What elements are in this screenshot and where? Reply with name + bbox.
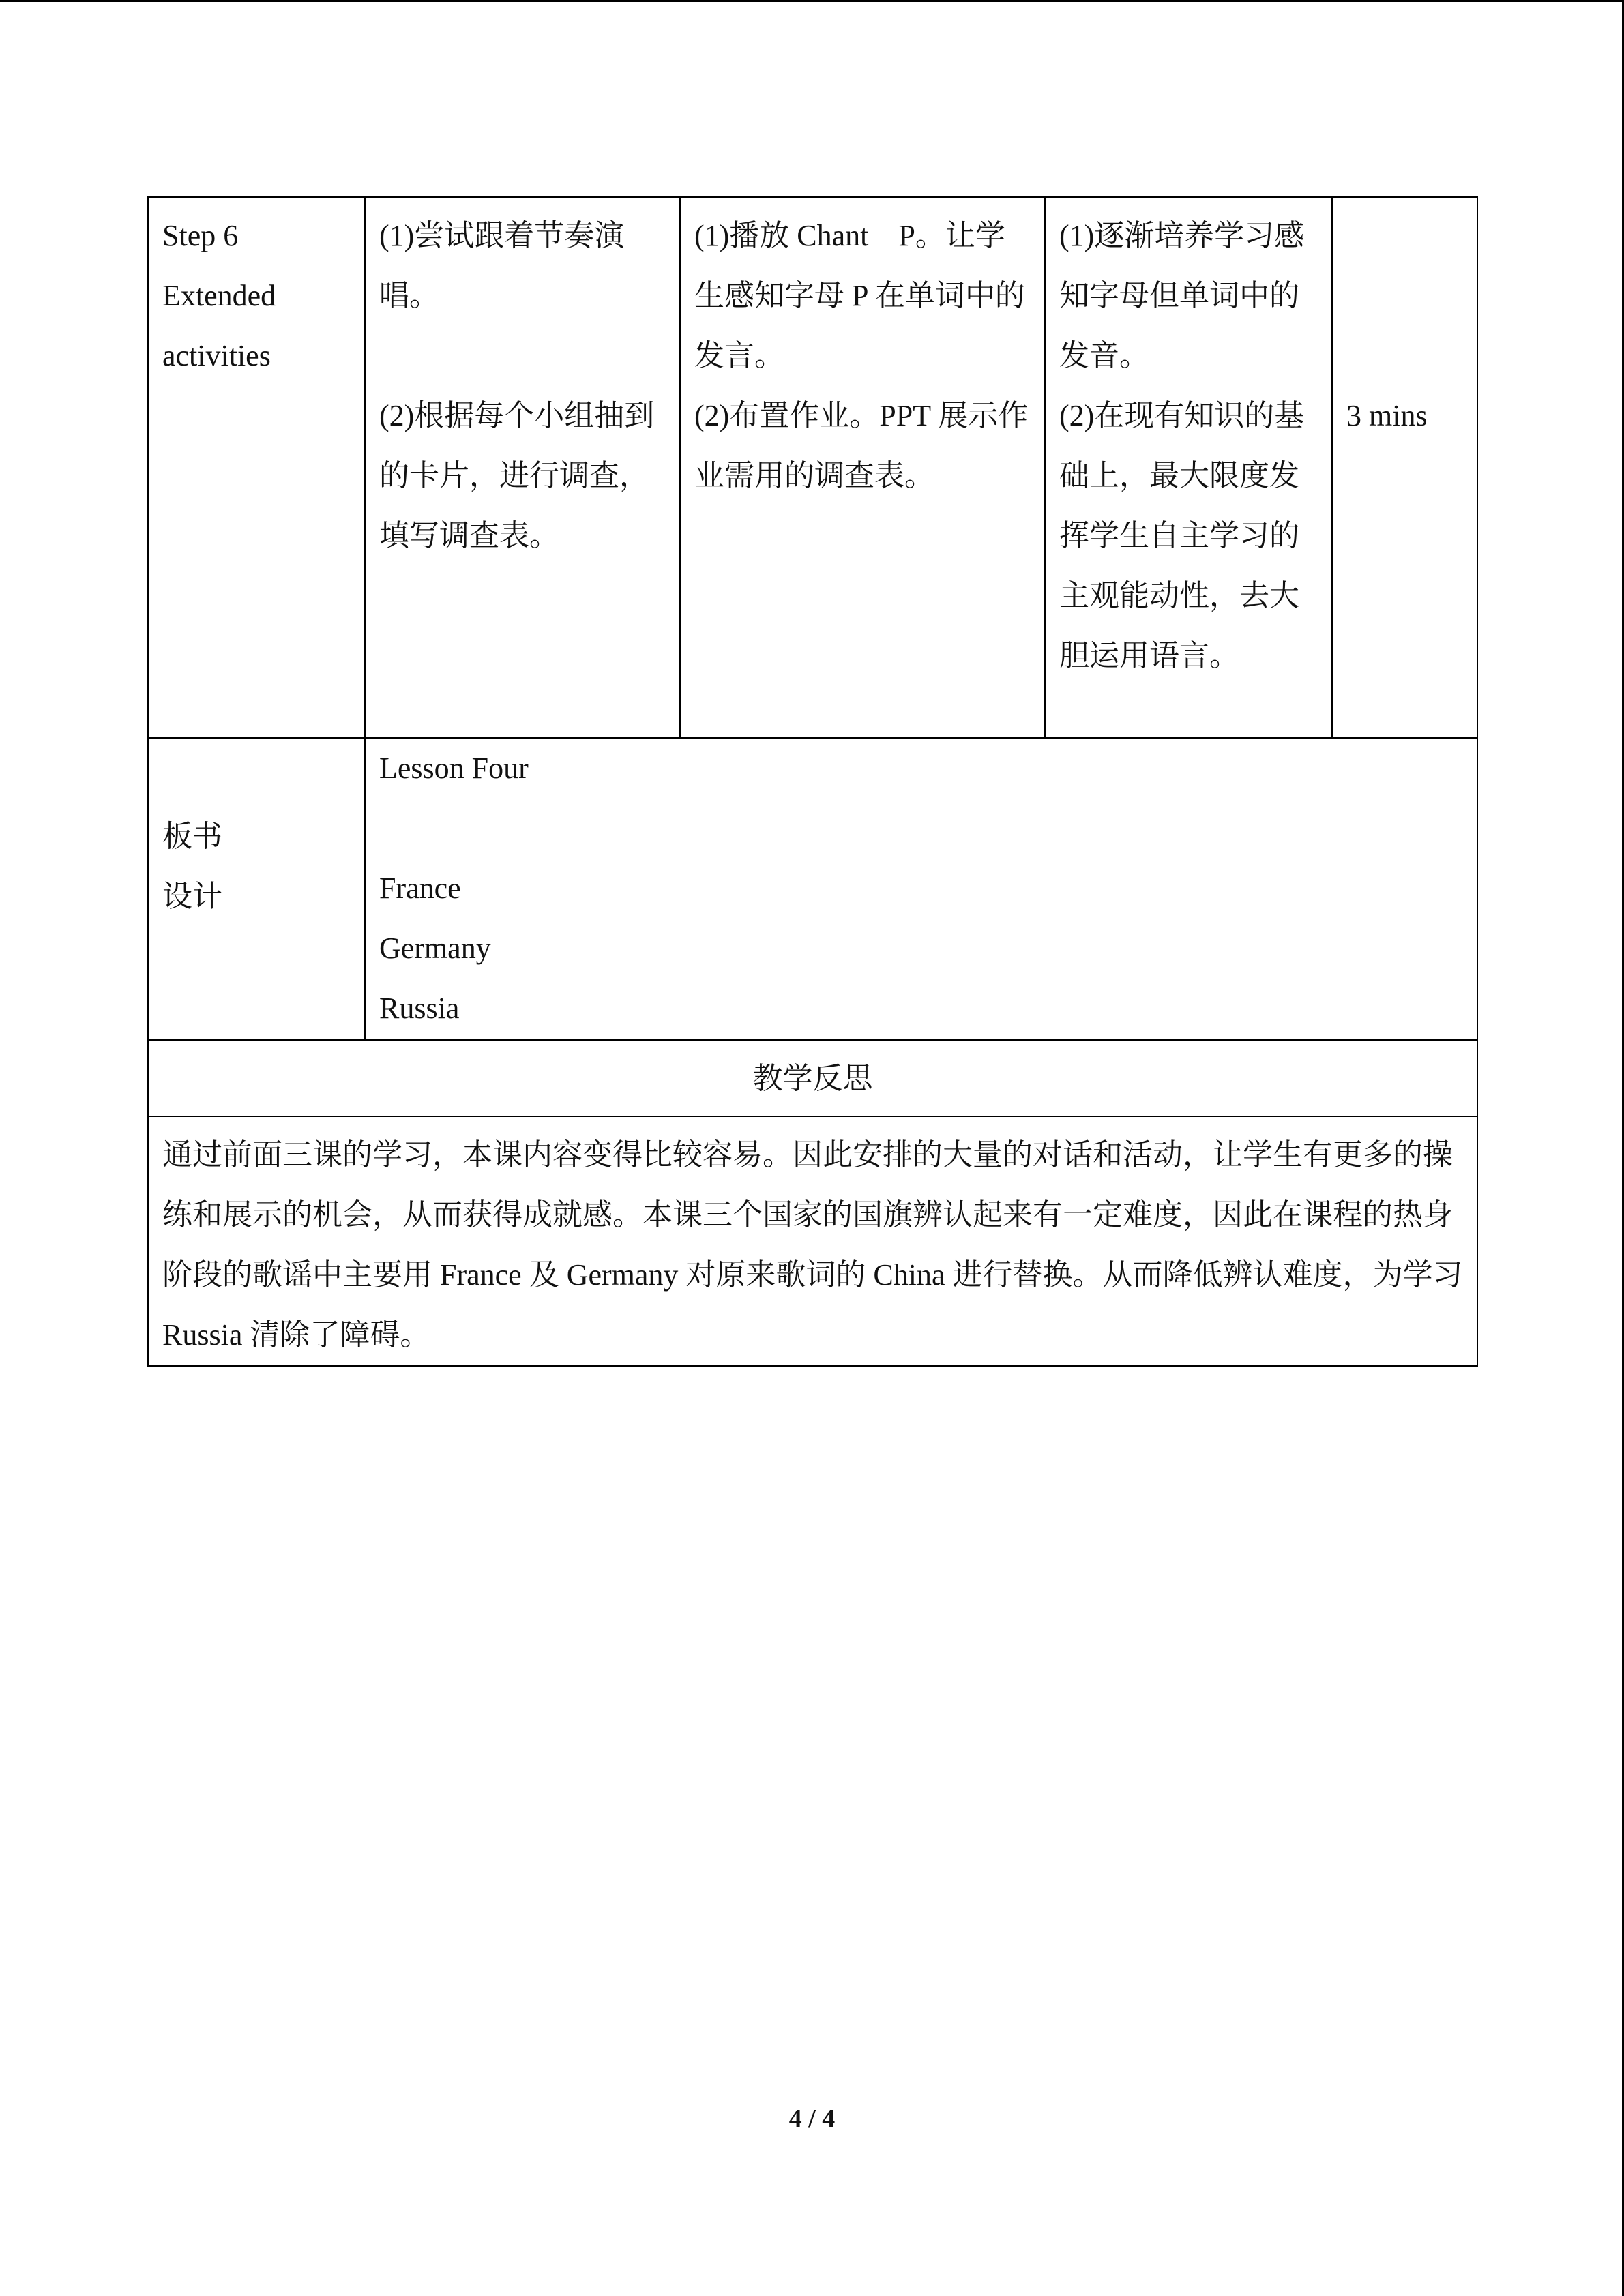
step-cell: [148, 197, 365, 738]
board-design-content-cell: [365, 738, 1477, 1040]
teacher-activity-cell: [680, 197, 1045, 738]
spacer: [379, 326, 666, 386]
board-word: Russia: [379, 992, 460, 1025]
board-design-label-cell: [148, 738, 365, 1040]
time-value: 3 mins: [1346, 399, 1428, 432]
student-activity-cell: [365, 197, 680, 738]
step6-row: [148, 197, 1477, 738]
student-activity-1: (1)尝试跟着节奏演唱。: [379, 219, 625, 312]
teacher-activity-1: (1)播放 Chant P。让学生感知字母 P 在单词中的发言。: [694, 219, 1025, 372]
step-title-line-1: Extended: [162, 279, 276, 312]
page-number: 4 / 4: [788, 2104, 836, 2133]
reflection-body: 通过前面三课的学习，本课内容变得比较容易。因此安排的大量的对话和活动，让学生有更多的操练和展示的机会，从而获得成就感。本课三个国家的国旗辨认起来有一定难度，因此在课程的热身阶段的歌谣中主要用 France 及 Germany 对原来歌词的 China 进行替换。从而降低辨认难度，为学习 Russia 清除了障碍。: [148, 1116, 1477, 1366]
reflection-body-row: [148, 1116, 1477, 1366]
spacer: [379, 799, 1463, 859]
page-top-border: [0, 0, 1624, 2]
purpose-cell: [1045, 197, 1332, 738]
teacher-activity-2: (2)布置作业。PPT 展示作业需用的调查表。: [694, 399, 1029, 492]
lesson-plan-table: [147, 196, 1478, 1367]
purpose-2: (2)在现有知识的基础上，最大限度发挥学生自主学习的主观能动性，去大胆运用语言。: [1059, 399, 1305, 672]
student-activity-2: (2)根据每个小组抽到的卡片，进行调查，填写调查表。: [379, 399, 655, 552]
step-title-line-2: activities: [162, 339, 271, 372]
board-lesson-title: Lesson Four: [379, 751, 529, 785]
step-label: Step 6: [162, 219, 239, 252]
time-cell: [1332, 197, 1477, 738]
board-design-label-2: 设计: [162, 880, 222, 913]
purpose-1: (1)逐渐培养学习感知字母但单词中的发音。: [1059, 219, 1305, 372]
board-design-row: [148, 738, 1477, 1040]
board-word: Germany: [379, 931, 491, 965]
board-design-label-1: 板书: [162, 820, 222, 853]
reflection-header-row: [148, 1040, 1477, 1116]
reflection-header: 教学反思: [148, 1040, 1477, 1116]
board-word: France: [379, 871, 461, 905]
